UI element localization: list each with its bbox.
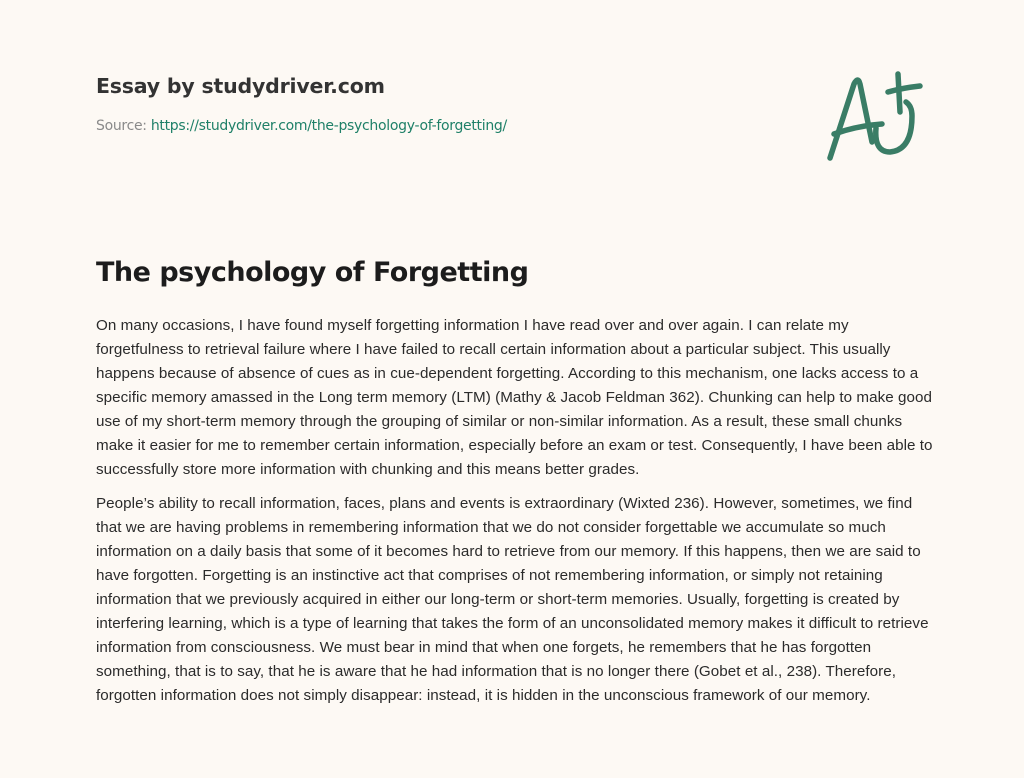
essay-paragraph-2: People’s ability to recall information, faces, plans and events is extraordinary (Wixted 236). However, sometimes, we find that we are having problems in remembering information that we do not consider forgettable we accumulate so much information on a daily basis that some of it becomes hard to retrieve from our memory. If this happens, then we are said to have forgotten. Forgetting is an instinctive act that comprises of not remembering information, or simply not retaining information that we previously acquired in either our long-term or short-term memories. Usually, forgetting is created by interfering learning, which is a type of learning that takes the form of an unconsolidated memory makes it difficult to retrieve information from consciousness. We must bear in mind that when one forgets, he remembers that he has forgotten something, that is to say, that he is aware that he had information that is no longer there (Gobet et al., 238). Therefore, forgotten information does not simply disappear: instead, it is hidden in the unconscious framework of our memory. <box>96 495 929 704</box>
source-label: Source: <box>96 118 147 134</box>
essay-paragraph-1: On many occasions, I have found myself forgetting information I have read over and over again. I can relate my forgetfulness to retrieval failure where I have failed to recall certain information about a particular subject. This usually happens because of absence of cues as in cue-dependent forgetting. According to this mechanism, one lacks access to a specific memory amassed in the Long term memory (LTM) (Mathy & Jacob Feldman 362). Chunking can help to make good use of my short-term memory through the grouping of similar or non-similar information. As a result, these small chunks make it easier for me to remember certain information, especially before an exam or test. Consequently, I have been able to successfully store more information with chunking and this means better grades. <box>96 317 933 478</box>
page-header <box>96 74 507 134</box>
essay-title: The psychology of Forgetting <box>96 257 529 288</box>
source-line <box>96 118 507 134</box>
a-plus-grade-icon <box>820 66 930 166</box>
source-link[interactable]: https://studydriver.com/the-psychology-of-forgetting/ <box>150 118 507 134</box>
site-title: Essay by studydriver.com <box>96 74 385 98</box>
essay-body <box>96 314 936 718</box>
